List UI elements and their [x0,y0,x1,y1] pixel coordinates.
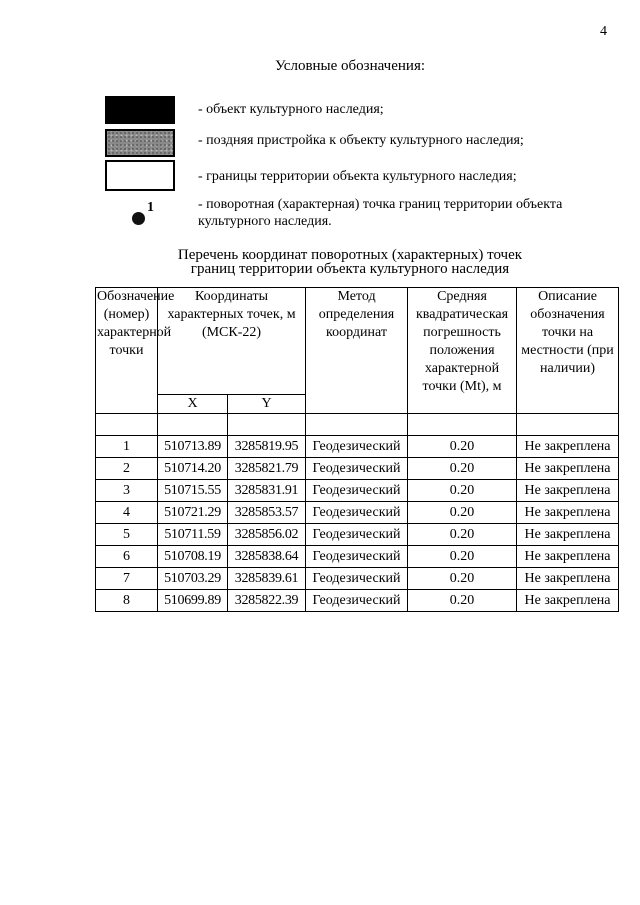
cell-error: 0.20 [408,524,517,546]
legend-item-territory-boundary: - границы территории объекта культурного наследия; [198,169,517,184]
cell-description: Не закреплена [517,546,619,568]
cell-y: 3285821.79 [228,458,306,480]
legend-item-turning-point: - поворотная (характерная) точка границ территории объекта культурного наследия. [198,197,563,229]
page-number: 4 [600,24,607,39]
cell-num: 7 [96,568,158,590]
header-method: Метод определения координат [306,288,408,414]
cell-description: Не закреплена [517,458,619,480]
cell-method: Геодезический [306,436,408,458]
cell-description: Не закреплена [517,590,619,612]
cell-num: 5 [96,524,158,546]
cell-num: 1 [96,436,158,458]
cell-method: Геодезический [306,458,408,480]
cell-method: Геодезический [306,480,408,502]
cell-description: Не закреплена [517,502,619,524]
cell-num: 6 [96,546,158,568]
table-row [96,502,619,524]
cell-error: 0.20 [408,568,517,590]
turning-point-label: 1 [147,200,154,215]
coordinates-table [95,287,619,612]
cell-num: 3 [96,480,158,502]
cell-method: Геодезический [306,568,408,590]
cell-num: 4 [96,502,158,524]
header-designation: Обозначение (номер) характерной точки [96,288,158,414]
cell-error: 0.20 [408,436,517,458]
cell-error: 0.20 [408,546,517,568]
cell-method: Геодезический [306,546,408,568]
table-row [96,480,619,502]
cell-x: 510699.89 [158,590,228,612]
cell-num: 2 [96,458,158,480]
cell-error: 0.20 [408,480,517,502]
legend-title: Условные обозначения: [274,58,426,74]
header-coordinates: Координаты характерных точек, м (МСК-22) [158,288,306,395]
cell-description: Не закреплена [517,436,619,458]
cell-method: Геодезический [306,524,408,546]
cell-y: 3285853.57 [228,502,306,524]
cell-y: 3285839.61 [228,568,306,590]
header-description: Описание обозначения точки на местности (при наличии) [517,288,619,414]
cell-description: Не закреплена [517,480,619,502]
table-row [96,524,619,546]
cell-y: 3285831.91 [228,480,306,502]
header-x: X [158,395,228,414]
legend-swatch-late-annex [105,129,175,157]
table-spacer-row [96,414,619,436]
table-row [96,546,619,568]
cell-y: 3285822.39 [228,590,306,612]
cell-x: 510713.89 [158,436,228,458]
table-row [96,590,619,612]
table-row [96,436,619,458]
cell-y: 3285838.64 [228,546,306,568]
legend-item-late-annex: - поздняя пристройка к объекту культурного наследия; [198,133,524,148]
cell-x: 510721.29 [158,502,228,524]
cell-description: Не закреплена [517,568,619,590]
cell-y: 3285819.95 [228,436,306,458]
cell-x: 510711.59 [158,524,228,546]
cell-x: 510703.29 [158,568,228,590]
cell-error: 0.20 [408,458,517,480]
header-error: Средняя квадратическая погрешность положения характерной точки (Mt), м [408,288,517,414]
cell-method: Геодезический [306,590,408,612]
table-title-line-2: границ территории объекта культурного наследия [190,261,510,277]
cell-error: 0.20 [408,590,517,612]
table-row [96,568,619,590]
table-title-line-1: Перечень координат поворотных (характерных) точек [177,247,523,263]
cell-error: 0.20 [408,502,517,524]
cell-y: 3285856.02 [228,524,306,546]
cell-num: 8 [96,590,158,612]
legend-swatch-heritage-object [105,96,175,124]
turning-point-dot-icon [132,212,145,225]
legend-item-heritage-object: - объект культурного наследия; [198,102,384,117]
header-y: Y [228,395,306,414]
cell-x: 510715.55 [158,480,228,502]
legend-swatch-territory-boundary [105,160,175,191]
table-row [96,458,619,480]
table-title [0,248,640,276]
cell-description: Не закреплена [517,524,619,546]
cell-x: 510714.20 [158,458,228,480]
cell-method: Геодезический [306,502,408,524]
cell-x: 510708.19 [158,546,228,568]
